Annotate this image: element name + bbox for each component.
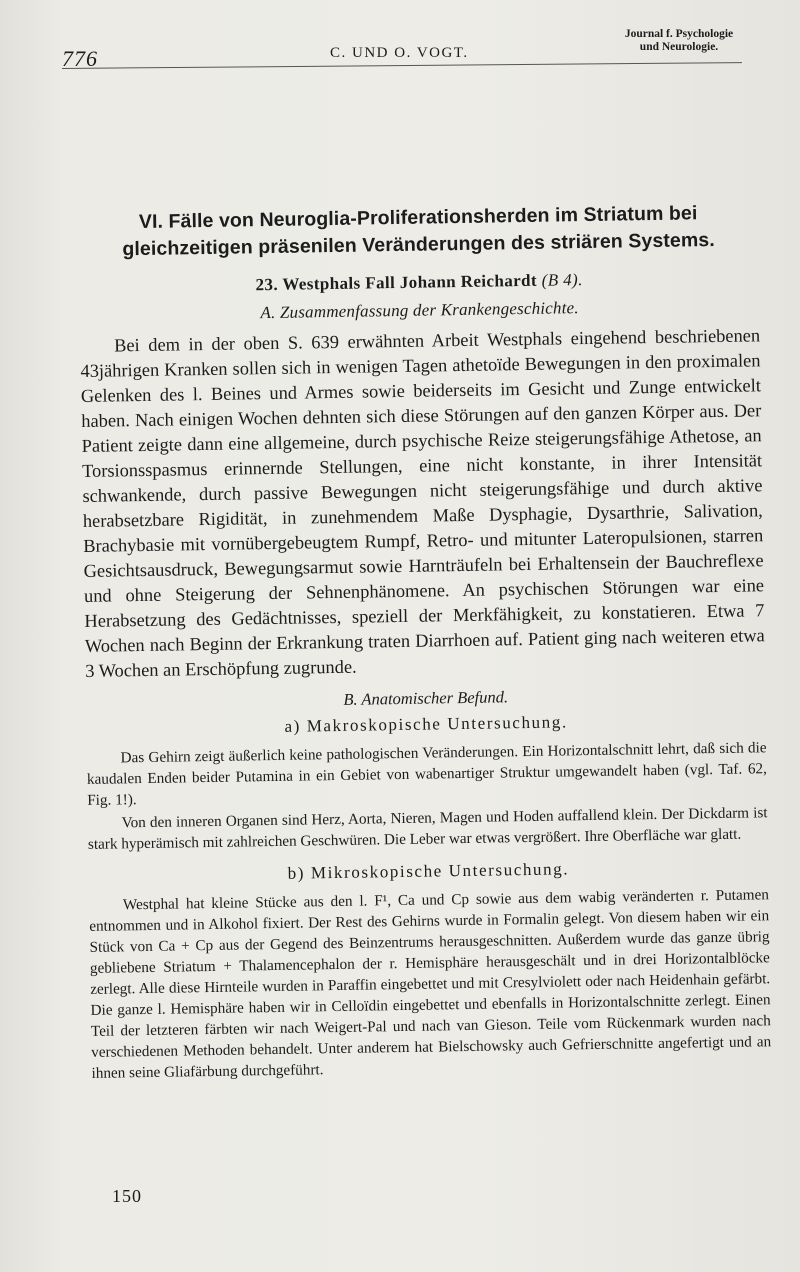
- journal-name-line1: Journal f. Psychologie: [624, 28, 734, 40]
- journal-name-line2: und Neurologie.: [639, 41, 719, 53]
- paragraph-macroscopic-brain: Das Gehirn zeigt äußerlich keine pathologischen Veränderungen. Ein Horizontalschnitt lehrt, daß sich die kaudalen Enden beider Putamina in ein Gebiet von wabenartiger Struktur umgewandelt haben (vgl. Taf. 62, Fig. 1!).: [86, 739, 767, 809]
- journal-name: [600, 28, 758, 54]
- header-rule: [62, 62, 742, 69]
- paragraph-microscopic: Westphal hat kleine Stücke aus den l. F¹, Ca und Cp sowie aus dem wabig veränderten r. Putamen entnommen und in Alkohol fixiert. Der Rest des Gehirns wurde in Formalin gelegt. Von diesem haben wir ein Stück von Ca + Cp aus der Gegend des Beinzentrums herausgeschnitten. Außerdem wurde das ganze übrig gebliebene Striatum + Thalamencephalon der r. Hemisphäre herausgeschält und in drei Horizontalblöcke zerlegt. Alle diese Hirnteile wurden in Paraffin eingebettet und mit Cresylviolett oder nach Heidenhain gefärbt. Die ganze l. Hemisphäre haben wir in Celloïdin eingebettet und ebenfalls in Horizontalschnitte zerlegt. Einen Teil der letzteren färbten wir nach Weigert-Pal und nach van Gieson. Teile vom Rückenmark wurden nach verschiedenen Methoden behandelt. Unter anderem hat Bielschowsky auch Gefrierschnitte angefertigt und an ihnen seine Gliafärbung durchgeführt.: [89, 886, 772, 1082]
- paragraph-macroscopic-organs: Von den inneren Organen sind Herz, Aorta, Nieren, Magen und Hoden auffallend klein. Der Dickdarm ist stark hyperämisch mit zahlreichen Geschwüren. Die Leber war etwas vergrößert. Ihre Oberfläche war glatt.: [87, 804, 768, 853]
- subsection-macroscopic-heading: a) Makroskopische Untersuchung.: [284, 712, 568, 736]
- running-title: C. UND O. VOGT.: [330, 45, 469, 61]
- section-b-heading: B. Anatomischer Befund.: [343, 687, 509, 709]
- signature-mark: 150: [112, 1186, 142, 1206]
- page-number: 776: [62, 46, 98, 71]
- case-title: [79, 267, 759, 298]
- subsection-microscopic-heading: b) Mikroskopische Untersuchung.: [287, 859, 570, 883]
- chapter-title: VI. Fälle von Neuroglia-Proliferationsherden im Striatum bei gleichzeitigen präsenilen Veränderungen des striären Systems.: [122, 202, 715, 261]
- body-text: [78, 199, 772, 1086]
- paragraph-case-summary: Bei dem in der oben S. 639 erwähnten Arbeit Westphals eingehend beschriebenen 43jährigen Kranken sollen sich in wenigen Tagen athetoïde Bewegungen in den proximalen Gelenken des l. Beines und Armes sowie beiderseits im Gesicht und Zunge entwickelt haben. Nach einigen Wochen dehnten sich diese Störungen auf den ganzen Körper aus. Der Patient zeigte dann eine allgemeine, durch psychische Reize steigerungsfähige Athetose, an Torsionsspasmus erinnernde Stellungen, eine nicht konstante, in ihrer Intensität schwankende, durch passive Bewegungen nicht steigerungsfähige und durch aktive herabsetzbare Rigidität, in zunehmendem Maße Dysphagie, Dysarthrie, Salivation, Brachybasie mit vornübergebeugtem Rumpf, Retro- und mitunter Lateropulsionen, starren Gesichtsausdruck, Bewegungsarmut sowie Harnträufeln bei Erhaltensein der Bauchreflexe und ohne Steigerung der Sehnenphänomene. An psychischen Störungen war eine Herabsetzung des Gedächtnisses, speziell der Merkfähigkeit, zu konstatieren. Etwa 7 Wochen nach Beginn der Erkrankung traten Diarrhoen auf. Patient ging nach weiteren etwa 3 Wochen an Erschöpfung zugrunde.: [80, 325, 765, 681]
- case-reference: (B 4).: [541, 270, 583, 290]
- case-title-text: 23. Westphals Fall Johann Reichardt: [255, 270, 538, 295]
- section-a-heading: A. Zusammenfassung der Krankengeschichte.: [260, 298, 579, 323]
